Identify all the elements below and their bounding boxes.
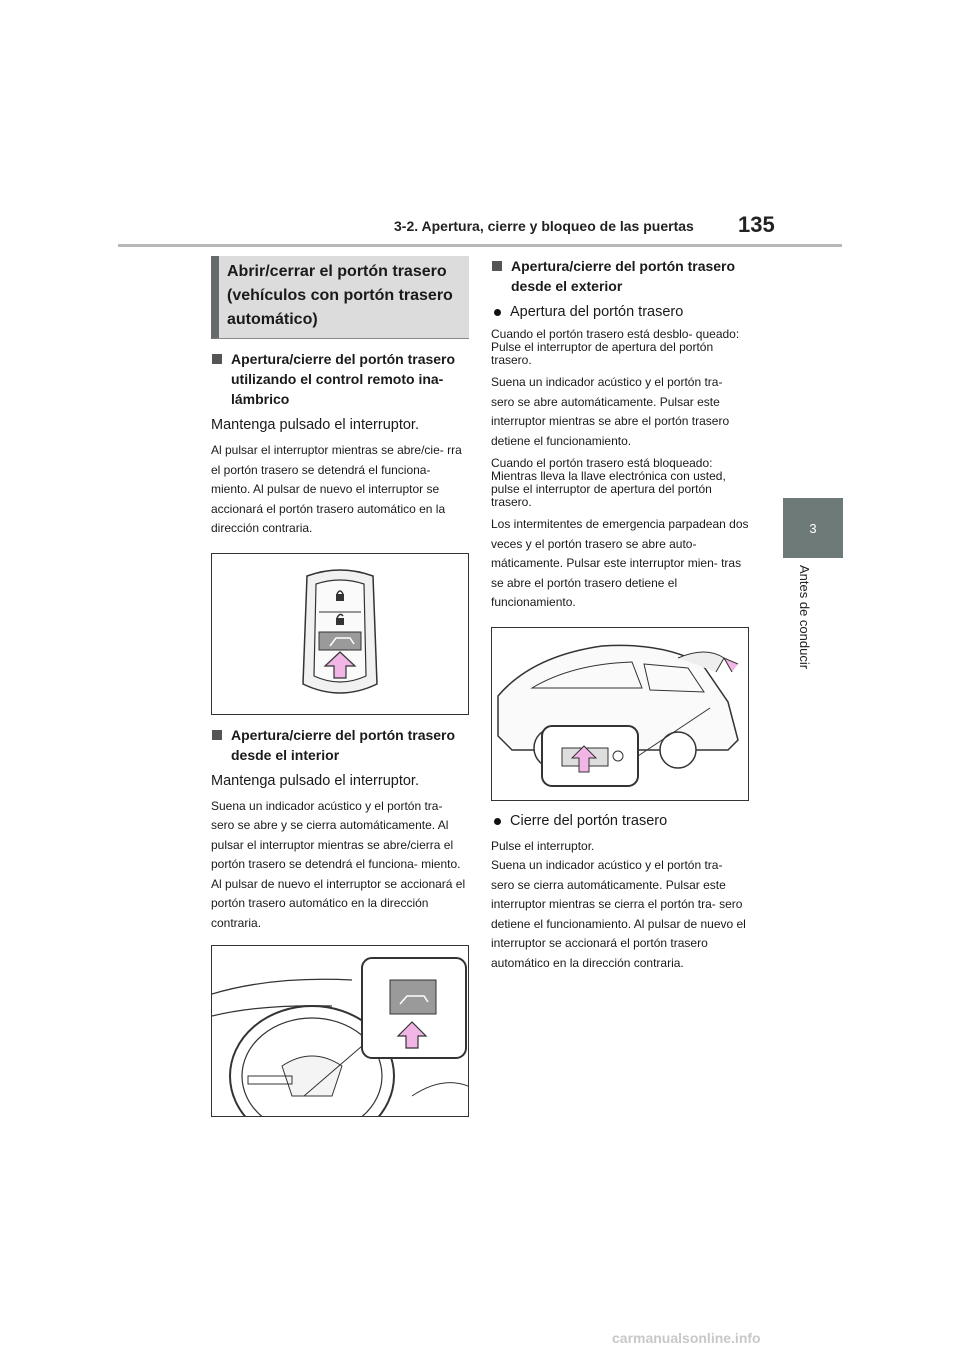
square-bullet-icon [212,730,222,740]
square-bullet-icon [492,261,502,271]
dashboard-switch-icon [212,946,468,1116]
subhead-interior [211,725,469,765]
header-divider [118,244,842,247]
vehicle-rear-illustration [491,627,749,801]
subhead-text: Apertura/cierre del portón trasero utilizando el control remoto ina- lámbrico [231,351,456,407]
bullet-closing [491,811,749,831]
key-fob-icon [212,554,468,714]
page-number: 135 [738,212,775,237]
paragraph: Los intermitentes de emergencia parpadean dos veces y el portón trasero se abre auto- máticamente. Pulsar este interruptor mien- tras se abre el portón trasero detiene el funcionamiento. [491,517,749,609]
watermark: carmanualsonline.info [612,1330,761,1346]
paragraph: Al pulsar el interruptor mientras se abre/cie- rra el portón trasero se detendrá el funciona- miento. Al pulsar de nuevo el interruptor se accionará el portón trasero automático en la dirección contraria. [211,443,462,535]
paragraph: Suena un indicador acústico y el portón tra- sero se cierra automáticamente. Pulsar este interruptor mientras se cierra el portón tra- sero detiene el funcionamiento. Al pulsar de nuevo el interruptor se accionará el portón trasero automático en la dirección contraria. [491,858,746,970]
bullet-text: Apertura del portón trasero [510,304,684,320]
chapter-tab[interactable]: 3 [783,498,843,558]
dashboard-illustration [211,945,469,1117]
bullet-dot-icon [494,818,501,825]
left-column [211,256,469,1117]
instruction-text: Mantenga pulsado el interruptor. [211,417,419,433]
header-section-title: 3-2. Apertura, cierre y bloqueo de las puertas [394,218,694,234]
subhead-text: Apertura/cierre del portón trasero desde el interior [231,726,456,763]
section-title: Abrir/cerrar el portón trasero (vehículos con portón trasero automático) [211,256,469,339]
subhead-remote [211,349,469,409]
square-bullet-icon [212,354,222,364]
chapter-title-vertical: Antes de conducir [797,565,812,670]
bullet-opening [491,302,749,322]
paragraph: Cuando el portón trasero está desblo- queado: Pulse el interruptor de apertura del portón trasero. [491,327,740,367]
key-fob-illustration [211,553,469,715]
bullet-dot-icon [494,309,501,316]
subhead-text: Apertura/cierre del portón trasero desde el exterior [511,258,736,294]
paragraph: Suena un indicador acústico y el portón tra- sero se abre automáticamente. Pulsar este interruptor mientras se abre el portón trasero detiene el funcionamiento. [491,375,730,448]
bullet-text: Cierre del portón trasero [510,812,668,829]
subhead-exterior [491,256,749,296]
paragraph: Cuando el portón trasero está bloqueado: Mientras lleva la llave electrónica con usted, pulse el interruptor de apertura del portón trasero. [491,456,726,509]
right-column [491,256,749,973]
vehicle-tailgate-icon [492,628,748,800]
instruction-text: Mantenga pulsado el interruptor. [211,772,419,789]
paragraph: Suena un indicador acústico y el portón tra- sero se abre y se cierra automáticamente. Al pulsar el interruptor mientras se abre/cierra el portón trasero se detendrá el funciona- miento. Al pulsar de nuevo el interruptor se accionará el portón trasero automático en la dirección contraria. [211,798,466,930]
paragraph: Pulse el interruptor. [491,838,595,853]
